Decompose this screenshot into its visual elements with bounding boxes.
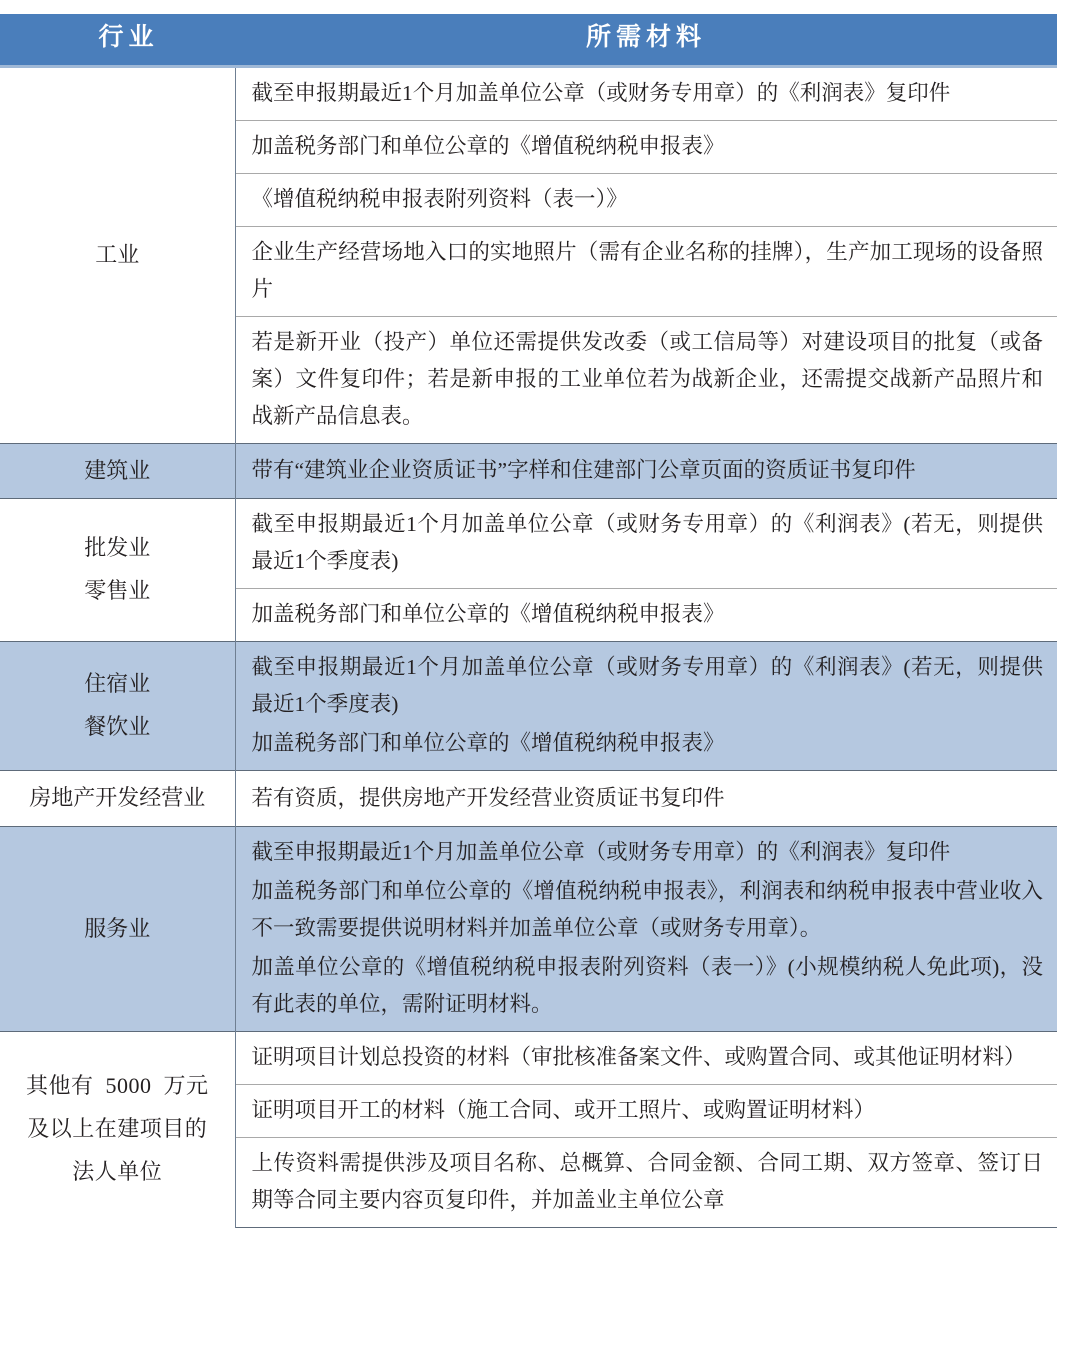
- materials-cell: [235, 226, 1057, 316]
- industry-cell: [0, 499, 235, 642]
- material-paragraph: 加盖税务部门和单位公章的《增值税纳税申报表》: [251, 602, 725, 627]
- materials-cell: [235, 120, 1057, 173]
- industry-label-line: 法人单位: [72, 1159, 163, 1185]
- materials-cell: [235, 827, 1057, 1032]
- materials-cell: [235, 499, 1057, 589]
- materials-cell: [235, 642, 1057, 771]
- column-header-industry: 行业: [0, 14, 235, 66]
- industry-label-line: 服务业: [84, 915, 151, 941]
- table-row: [0, 827, 1057, 1032]
- material-paragraph: 截至申报期最近1个月加盖单位公章（或财务专用章）的《利润表》(若无，则提供最近1个季度表): [251, 512, 1043, 574]
- material-paragraph: 截至申报期最近1个月加盖单位公章（或财务专用章）的《利润表》复印件: [251, 80, 951, 105]
- industry-label-line: 建筑业: [84, 457, 151, 483]
- materials-cell: [235, 1084, 1057, 1137]
- requirements-table: [0, 14, 1057, 1228]
- table-row: [0, 66, 1057, 120]
- material-paragraph: 证明项目计划总投资的材料（审批核准备案文件、或购置合同、或其他证明材料）: [251, 1044, 1026, 1069]
- material-paragraph: 《增值税纳税申报表附列资料（表一）》: [251, 186, 628, 211]
- industry-label-line: 住宿业: [84, 671, 151, 697]
- industry-cell: [0, 443, 235, 499]
- material-paragraph: 证明项目开工的材料（施工合同、或开工照片、或购置证明材料）: [251, 1097, 876, 1122]
- material-paragraph: 带有“建筑业企业资质证书”字样和住建部门公章页面的资质证书复印件: [251, 457, 916, 482]
- industry-cell: [0, 827, 235, 1032]
- materials-cell: [235, 589, 1057, 642]
- table-row: [0, 642, 1057, 771]
- table-body: [0, 66, 1057, 1227]
- table-header-row: [0, 14, 1057, 66]
- table-row: [0, 1031, 1057, 1084]
- material-paragraph: 截至申报期最近1个月加盖单位公章（或财务专用章）的《利润表》(若无，则提供最近1个季度表): [251, 655, 1043, 717]
- industry-label-line: 工业: [95, 241, 140, 267]
- industry-cell: [0, 1031, 235, 1227]
- materials-cell: [235, 443, 1057, 499]
- industry-cell: [0, 771, 235, 827]
- document-page: [0, 14, 1080, 1349]
- industry-label-line: 餐饮业: [84, 714, 151, 740]
- material-paragraph: 加盖单位公章的《增值税纳税申报表附列资料（表一）》(小规模纳税人免此项)，没有此表的单位，需附证明材料。: [251, 955, 1043, 1016]
- column-header-materials: 所需材料: [235, 14, 1057, 66]
- materials-cell: [235, 1137, 1057, 1227]
- material-paragraph: 截至申报期最近1个月加盖单位公章（或财务专用章）的《利润表》复印件: [251, 840, 951, 865]
- table-row: [0, 443, 1057, 499]
- industry-cell: [0, 642, 235, 771]
- materials-cell: [235, 66, 1057, 120]
- material-paragraph: 加盖税务部门和单位公章的《增值税纳税申报表》: [251, 731, 725, 756]
- industry-label-line: 批发业: [84, 535, 151, 561]
- table-row: [0, 499, 1057, 589]
- material-paragraph: 企业生产经营场地入口的实地照片（需有企业名称的挂牌），生产加工现场的设备照片: [251, 239, 1043, 301]
- table-row: [0, 771, 1057, 827]
- materials-cell: [235, 173, 1057, 226]
- industry-label-line: 房地产开发经营业: [29, 785, 206, 811]
- industry-cell: [0, 66, 235, 443]
- materials-cell: [235, 316, 1057, 443]
- material-paragraph: 加盖税务部门和单位公章的《增值税纳税申报表》，利润表和纳税申报表中营业收入不一致需要提供说明材料并加盖单位公章（或财务专用章）。: [251, 879, 1043, 941]
- industry-label-line: 及以上在建项目的: [27, 1116, 208, 1142]
- material-paragraph: 若有资质，提供房地产开发经营业资质证书复印件: [251, 785, 725, 810]
- material-paragraph: 若是新开业（投产）单位还需提供发改委（或工信局等）对建设项目的批复（或备案）文件复印件；若是新申报的工业单位若为战新企业，还需提交战新产品照片和战新产品信息表。: [251, 329, 1043, 428]
- industry-label-line: 其他有 5000 万元: [25, 1073, 209, 1099]
- industry-label-line: 零售业: [84, 578, 151, 604]
- table-header: [0, 14, 1057, 66]
- materials-cell: [235, 771, 1057, 827]
- material-paragraph: 加盖税务部门和单位公章的《增值税纳税申报表》: [251, 133, 725, 158]
- material-paragraph: 上传资料需提供涉及项目名称、总概算、合同金额、合同工期、双方签章、签订日期等合同主要内容页复印件，并加盖业主单位公章: [251, 1150, 1043, 1212]
- materials-cell: [235, 1031, 1057, 1084]
